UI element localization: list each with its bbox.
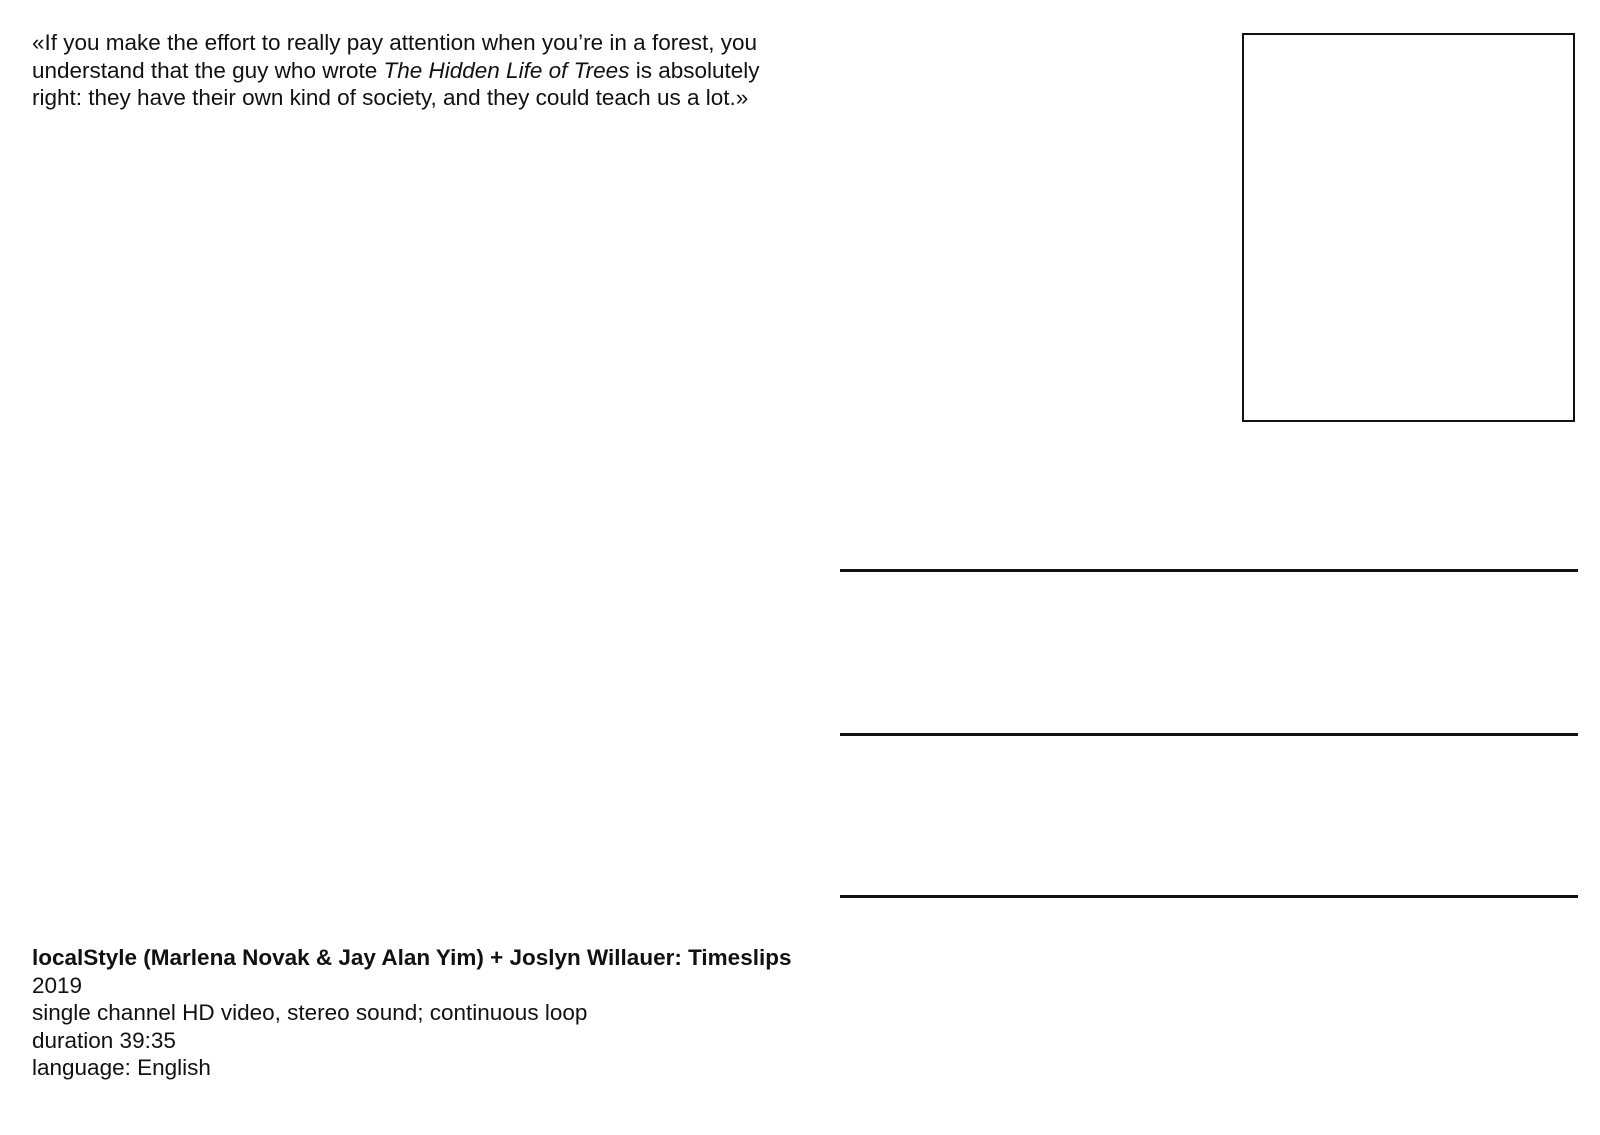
address-line-3 xyxy=(840,895,1578,898)
artwork-duration: duration 39:35 xyxy=(32,1027,176,1053)
artwork-year: 2019 xyxy=(32,972,83,998)
stamp-box xyxy=(1242,33,1575,422)
address-line-1 xyxy=(840,569,1578,572)
address-line-2 xyxy=(840,733,1578,736)
quote-book-title: The Hidden Life of Trees xyxy=(383,57,630,83)
quote-part-2: is absolutely right: they have their own kind of society, and they could teach us a lot.» xyxy=(32,57,760,110)
artwork-language: language: English xyxy=(32,1055,211,1080)
artwork-medium: single channel HD video, stereo sound; continuous loop xyxy=(32,1000,588,1025)
artwork-title: localStyle (Marlena Novak & Jay Alan Yim) + Joslyn Willauer: Timeslips xyxy=(32,945,792,970)
artwork-caption xyxy=(32,944,812,1082)
quote-text xyxy=(32,29,772,112)
quote-part-1: «If you make the effort to really pay attention when you’re in a forest, you understand that the guy who wrote xyxy=(32,30,757,83)
